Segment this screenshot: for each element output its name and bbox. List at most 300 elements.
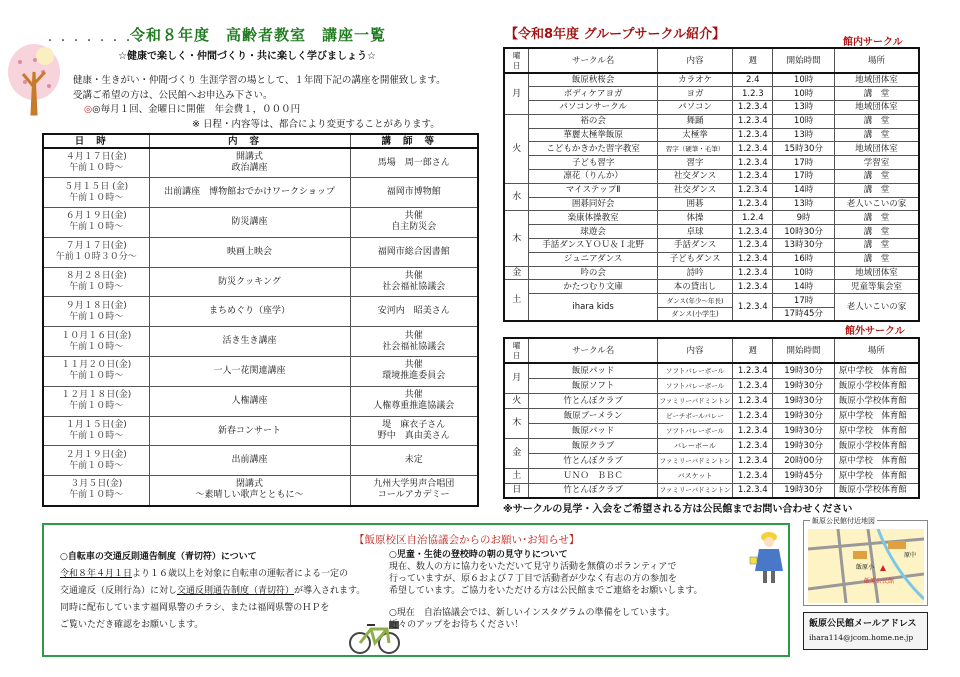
notice-title: 【飯原校区自治協議会からのお願い･お知らせ】 [354,534,580,546]
circle-name: 飯原ブーメラン [529,408,657,423]
time-text: 午前１０時３０分～ [55,252,137,263]
circle-week: 1.2.3.4 [733,438,773,453]
content-text: ～素晴しい歌声とともに～ [195,490,304,501]
column-header: 曜日 [504,338,529,363]
circle-content: バレーボール [657,438,733,453]
circle-name: 手話ダンスＹＯＵ＆Ｉ北野 [529,239,657,253]
lecture-content [149,267,350,297]
circle-week: 1.2.3.4 [733,239,773,253]
lecture-lecturer [350,208,478,238]
circle-time: 19時30分 [773,483,835,498]
circle-time: 17時 [773,294,835,308]
circle-row [504,393,919,408]
circle-name: ＵＮＯ ＢＢＣ [529,468,657,483]
page-title: 令和８年度 高齢者教室 講座一覧 [130,26,387,44]
lecture-lecturer [350,297,478,327]
circle-place: 講 堂 [834,183,919,197]
bike-line [60,585,365,597]
circle-time: 13時 [773,101,835,115]
time-text: 午前１０時～ [69,282,124,293]
lecturer-text: 社会福祉協議会 [382,341,446,352]
watch-heading: ○児童・生徒の登校時の朝の見守りについて [389,550,568,560]
watch-line: 現在、数人の方に協力をいただいて見守り活動を無償のボランティアで [389,562,677,572]
lecture-content [149,446,350,476]
circle-name: 球遊会 [529,225,657,239]
circle-row [504,183,919,197]
lecture-content [149,416,350,446]
column-header: 開始時間 [773,338,835,363]
lecture-lecturer [350,237,478,267]
date-text: １２月１８日(金) [61,390,132,401]
bike-line: ご覧いただき確認をお願いします。 [60,620,204,630]
intro-line: 健康・生きがい・仲間づくり 生涯学習の場として、１年間下記の講座を開催致します。 [73,75,446,86]
content-text: 防災講座 [231,216,268,227]
lecturer-text: 自主防災会 [391,222,437,233]
lecture-row [43,357,478,387]
time-text: 午前１０時～ [69,311,124,322]
circle-week: 1.2.3.4 [733,183,773,197]
circle-row [504,128,919,142]
watch-line: 行っていますが、原６および７丁目で活動者が少なく有志の方の参加を [389,574,678,584]
lecture-lecturer [350,446,478,476]
map-kouminkan: 飯原公民館 [864,578,895,585]
circle-time: 17時45分 [773,308,835,322]
circle-content: バスケット [657,468,733,483]
circle-week: 1.2.3.4 [733,423,773,438]
bike-notice [60,551,365,631]
circle-content: 舞踊 [657,114,733,128]
circle-row [504,225,919,239]
lecture-row [43,476,478,506]
circle-place: 講 堂 [834,128,919,142]
circle-name: 囲碁同好会 [529,197,657,211]
content-text: まちめぐり（座学） [208,306,290,317]
circle-row [504,252,919,266]
notice-box [42,523,790,657]
content-text: 映画上映会 [226,246,272,257]
content-text: 防災クッキング [218,276,281,287]
lecture-date [43,357,149,387]
date-text: ２月１９日(金) [65,449,127,460]
circle-place: 講 堂 [834,87,919,101]
content-text: 出前講座 [231,455,268,466]
circle-time: 14時 [773,183,835,197]
mail-label: 飯原公民館メールアドレス [809,619,917,629]
circle-name: パソコンサークル [529,101,657,115]
date-text: ６月１９日(金) [65,211,127,222]
circle-week: 1.2.3.4 [733,408,773,423]
lecture-row [43,386,478,416]
circle-row [504,156,919,170]
content-text: 活き生き講座 [222,336,277,347]
circle-place: 地域団体室 [834,266,919,280]
circle-content: 卓球 [657,225,733,239]
circle-week: 1.2.3.4 [733,101,773,115]
circle-row [504,468,919,483]
content-text: 出前講座 博物館おでかけワークショップ [164,187,335,198]
circle-time: 10時 [773,266,835,280]
column-header: 場所 [834,48,919,73]
circle-place: 地域団体室 [834,73,919,87]
circle-week: 1.2.3.4 [733,114,773,128]
date-text: ５月１５日 (金) [64,181,129,192]
circle-content: ソフトバレーボール [657,363,733,378]
circle-time: 13時30分 [773,239,835,253]
lecture-content [149,327,350,357]
circle-week: 1.2.3 [733,87,773,101]
bike-heading: ○自転車の交通反則通告制度（青切符）について [60,552,257,562]
bike-text: より１６歳以上を対象に自転車の運転者による一定の [132,569,349,579]
lecturer-text: 馬場 周一郎さん [377,157,450,168]
circle-place: 原中学校 体育館 [834,453,919,468]
map-jhs: 原中 [904,552,917,559]
bike-line: 同時に配布しています福岡県警のチラシ、または福岡県警のＨＰを [60,603,330,613]
circle-time: 20時00分 [773,453,835,468]
circle-row [504,378,919,393]
lecture-row [43,267,478,297]
circle-time: 19時30分 [773,423,835,438]
column-header: サークル名 [529,48,657,73]
bike-date: 令和８年４月１日 [60,569,133,579]
lecturer-text: 野中 真由美さん [377,431,450,442]
lecturer-text: 共催 [404,390,423,401]
lecture-content [149,237,350,267]
circle-time: 19時30分 [773,408,835,423]
circle-row [504,197,919,211]
circle-name: 飯原秋桜会 [529,73,657,87]
lecture-date [43,297,149,327]
day-cell: 土 [504,280,529,321]
mail-address[interactable]: ihara114@jcom.home.ne.jp [809,633,914,642]
circle-section-title: 【令和8年度 グループサークル紹介】 [505,27,726,42]
circle-week: 1.2.3.4 [733,156,773,170]
circle-week: 1.2.3.4 [733,294,773,322]
day-cell: 土 [504,468,529,483]
lecturer-text: 安河内 昭美さん [377,306,450,317]
circle-name: 竹とんぼクラブ [529,483,657,498]
circle-content: ダンス(年少～年長) [657,294,733,308]
watch-line: 希望しています。ご協力をいただける方は公民館までご連絡をお願いします。 [389,586,703,596]
content-text: 一人一花関連講座 [213,365,286,376]
lecturer-text: 未定 [404,455,423,466]
circle-name: 飯原パッド [529,363,657,378]
lecture-lecturer [350,476,478,506]
circle-row [504,294,919,308]
circle-name: 吟の会 [529,266,657,280]
circle-week: 1.2.3.4 [733,280,773,294]
circle-name: 飯原ソフト [529,378,657,393]
time-text: 午前１０時～ [69,341,124,352]
circle-place: 講 堂 [834,211,919,225]
circle-content: 太極拳 [657,128,733,142]
circle-content: ソフトバレーボール [657,378,733,393]
insta-line: 近々のアップをお待ちください！ [389,620,524,630]
bike-system: 交通反則通告制度（青切符） [177,586,295,596]
circle-row [504,438,919,453]
column-header: 曜日 [504,48,529,73]
map-box [803,517,928,606]
day-cell: 火 [504,393,529,408]
lecture-content [149,208,350,238]
intro-line: ※ 日程・内容等は、都合により変更することがあります。 [192,119,440,130]
circle-row [504,114,919,128]
intro-line: 受講ご希望の方は、公民館へお申込み下さい。 [73,90,273,101]
circle-time: 19時45分 [773,468,835,483]
lecture-content [149,476,350,506]
header-lecturer: 講師等 [350,134,478,148]
circle-content: 本の貸出し [657,280,733,294]
circle-place: 講 堂 [834,252,919,266]
circle-name: こどもかきかた習字教室 [529,142,657,156]
circle-place: 学習室 [834,156,919,170]
time-text: 午前１０時～ [69,490,124,501]
date-text: ７月１７日(金) [65,241,127,252]
circle-time: 10時 [773,87,835,101]
circle-time: 13時 [773,197,835,211]
header-row [504,338,919,363]
circle-name: 裕の会 [529,114,657,128]
area-map [808,529,924,603]
date-text: ４月１７日(金) [65,152,127,163]
column-header: 内容 [657,338,733,363]
intro-schedule: ◎毎月１回、金曜日に開催 年会費１，０００円 [92,104,301,115]
circle-content: 習字 [657,156,733,170]
lecturer-text: 共催 [404,330,423,341]
circle-name: 子ども習字 [529,156,657,170]
day-cell: 月 [504,363,529,393]
circle-week: 2.4 [733,73,773,87]
lecture-content [149,148,350,178]
circle-time: 17時 [773,170,835,184]
lecture-date [43,327,149,357]
circle-place: 飯原小学校体育館 [834,378,919,393]
circle-time: 16時 [773,252,835,266]
circle-name: ボディケアヨガ [529,87,657,101]
bike-text: 交通違反（反則行為）に対し [60,586,178,596]
time-text: 午前１０時～ [69,163,124,174]
circle-content: 社交ダンス [657,170,733,184]
content-text: 新春コンサート [217,425,281,436]
header-row [504,48,919,73]
lecture-content [149,386,350,416]
circle-place: 講 堂 [834,170,919,184]
circle-content: ファミリーバドミントン [657,483,733,498]
circle-time: 19時30分 [773,363,835,378]
lecturer-text: 環境推進委員会 [382,371,446,382]
day-cell: 月 [504,73,529,114]
lecture-lecturer [350,386,478,416]
circle-week: 1.2.3.4 [733,483,773,498]
day-cell: 金 [504,438,529,468]
day-cell: 水 [504,183,529,211]
decorative-dots: ・・・・・・・・・・ [45,36,175,47]
lecture-content [149,297,350,327]
circle-content: 体操 [657,211,733,225]
day-cell: 金 [504,266,529,280]
circle-place: 講 堂 [834,225,919,239]
circle-content: ファミリーバドミントン [657,393,733,408]
circle-row [504,239,919,253]
lecture-row [43,148,478,178]
lecture-row [43,178,478,208]
content-text: 政治講座 [231,163,268,174]
day-cell: 木 [504,408,529,438]
circle-content: 社交ダンス [657,183,733,197]
circle-week: 1.2.3.4 [733,197,773,211]
lecturer-text: コールアカデミー [377,490,450,501]
circle-place: 原中学校 体育館 [834,468,919,483]
column-header: 週 [733,48,773,73]
lecturer-text: 共催 [404,211,423,222]
circle-name: 凛花（りんか） [529,170,657,184]
circle-name: 飯原クラブ [529,438,657,453]
lecturer-text: 福岡市博物館 [386,187,441,198]
bike-text: が導入されます。 [294,586,366,596]
circle-row [504,483,919,498]
circle-content: パソコン [657,101,733,115]
day-cell: 火 [504,114,529,183]
lecturer-text: 堤 麻衣子さん [382,420,446,431]
circle-place: 講 堂 [834,239,919,253]
circle-week: 1.2.4 [733,211,773,225]
circle-time: 19時30分 [773,438,835,453]
circle-place: 地域団体室 [834,101,919,115]
circle-row [504,408,919,423]
circle-place: 原中学校 体育館 [834,423,919,438]
date-text: １０月１６日(金) [61,330,132,341]
inside-circle-label: 館内サークル [843,37,903,48]
lecture-date [43,237,149,267]
lecture-row [43,208,478,238]
content-text: 人権講座 [231,395,268,406]
circle-week: 1.2.3.4 [733,468,773,483]
time-text: 午前１０時～ [69,371,124,382]
insta-line: ○現在 自治協議会では、新しいインスタグラムの準備をしています。 [389,608,675,618]
lecture-date [43,267,149,297]
circle-content: 子どもダンス [657,252,733,266]
header-content: 内容 [149,134,350,148]
circle-place: 老人いこいの家 [834,197,919,211]
circle-content: ファミリーバドミントン [657,453,733,468]
circle-row [504,170,919,184]
bike-line [60,568,365,580]
circle-place: 原中学校 体育館 [834,408,919,423]
circle-content: カラオケ [657,73,733,87]
circle-name: ihara kids [529,294,657,322]
circle-row [504,453,919,468]
lecturer-text: 九州大学男声合唱団 [373,479,455,490]
circle-week: 1.2.3.4 [733,142,773,156]
circle-place: 飯原小学校体育館 [834,483,919,498]
circle-place: 飯原小学校体育館 [834,393,919,408]
lecture-date [43,446,149,476]
circle-row [504,280,919,294]
time-text: 午前１０時～ [69,401,124,412]
circle-time: 15時30分 [773,142,835,156]
column-header: 開始時間 [773,48,835,73]
lecture-table [42,133,479,507]
circle-name: 華麗太極拳飯原 [529,128,657,142]
map-school: 飯原小 [856,564,875,571]
circle-time: 19時30分 [773,393,835,408]
circle-content: 習字（硬筆・毛筆） [657,142,733,156]
column-header: 場所 [834,338,919,363]
lecturer-text: 福岡市総合図書館 [377,246,450,257]
circle-row [504,423,919,438]
content-text: 開講式 [235,152,263,163]
lecture-date [43,148,149,178]
circle-row [504,363,919,378]
outside-circle-label: 館外サークル [845,326,905,337]
header-date: 日時 [43,134,149,148]
day-cell: 木 [504,211,529,266]
circle-name: マイステップⅡ [529,183,657,197]
circle-place: 児童等集会室 [834,280,919,294]
circle-place: 講 堂 [834,114,919,128]
lecturer-text: 共催 [404,360,423,371]
circle-row [504,101,919,115]
circle-content: ビーチボールバレー [657,408,733,423]
circle-time: 10時30分 [773,225,835,239]
circle-week: 1.2.3.4 [733,453,773,468]
circle-week: 1.2.3.4 [733,128,773,142]
column-header: サークル名 [529,338,657,363]
cherry-tree-icon [5,42,63,118]
circle-place: 飯原小学校体育館 [834,438,919,453]
circle-time: 14時 [773,280,835,294]
circle-week: 1.2.3.4 [733,252,773,266]
lecture-lecturer [350,267,478,297]
circle-week: 1.2.3.4 [733,225,773,239]
circle-time: 10時 [773,73,835,87]
circle-row [504,73,919,87]
circle-content: 囲碁 [657,197,733,211]
circle-content: ソフトバレーボール [657,423,733,438]
lecturer-text: 社会福祉協議会 [382,282,446,293]
circle-time: 13時 [773,128,835,142]
date-text: ９月１８日(金) [65,300,127,311]
circle-content: 手話ダンス [657,239,733,253]
date-text: ３月５日(金) [70,479,123,490]
crossing-guard-icon [749,529,785,587]
outside-circle-table [503,337,920,499]
circle-week: 1.2.3.4 [733,378,773,393]
circle-content: 詩吟 [657,266,733,280]
intro-line: ◎◎毎月１回、金曜日に開催 年会費１，０００円 [84,104,301,115]
circle-week: 1.2.3.4 [733,393,773,408]
lecture-content [149,357,350,387]
lecture-date [43,208,149,238]
circle-row [504,211,919,225]
circle-time: 17時 [773,156,835,170]
circle-name: 楽康体操教室 [529,211,657,225]
circle-name: 竹とんぼクラブ [529,453,657,468]
lecture-date [43,416,149,446]
lecture-row [43,446,478,476]
circle-week: 1.2.3.4 [733,170,773,184]
lecture-date [43,386,149,416]
circle-name: 飯原パッド [529,423,657,438]
circle-place: 老人いこいの家 [834,294,919,322]
circle-name: かたつむり文庫 [529,280,657,294]
column-header: 内容 [657,48,733,73]
column-header: 週 [733,338,773,363]
time-text: 午前１０時～ [69,431,124,442]
circle-place: 原中学校 体育館 [834,363,919,378]
date-text: ８月２８日(金) [65,271,127,282]
lecture-lecturer [350,357,478,387]
circle-row [504,87,919,101]
